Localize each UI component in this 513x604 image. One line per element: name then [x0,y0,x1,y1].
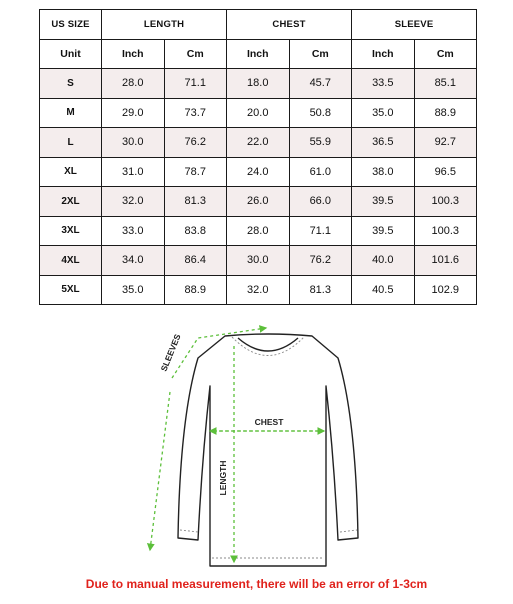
table-row [40,98,477,128]
table-cell: 55.9 [289,128,352,158]
table-cell: 28.0 [102,69,165,99]
size-chart-table [39,9,477,305]
table-cell: 83.8 [164,216,227,246]
table-cell: 35.0 [352,98,415,128]
table-cell: 73.7 [164,98,227,128]
table-cell: 28.0 [227,216,290,246]
long-sleeve-shirt-icon [130,318,380,568]
unit-cell: Unit [40,39,102,69]
table-cell: 20.0 [227,98,290,128]
table-cell: 38.0 [352,157,415,187]
measurement-error-note: Due to manual measurement, there will be an error of 1-3cm [85,577,428,591]
sleeves-label: SLEEVES [158,332,183,373]
unit-cell: Inch [352,39,415,69]
table-cell: 85.1 [414,69,477,99]
table-cell: 39.5 [352,216,415,246]
chest-label: CHEST [254,417,284,427]
header-row [40,10,477,40]
table-cell: 102.9 [414,275,477,305]
size-cell: S [40,69,102,99]
table-cell: 35.0 [102,275,165,305]
table-cell: 66.0 [289,187,352,217]
table-cell: 50.8 [289,98,352,128]
size-cell: 5XL [40,275,102,305]
table-cell: 101.6 [414,246,477,276]
table-cell: 71.1 [164,69,227,99]
table-row [40,69,477,99]
table-cell: 100.3 [414,187,477,217]
unit-cell: Inch [102,39,165,69]
table-cell: 39.5 [352,187,415,217]
table-cell: 76.2 [164,128,227,158]
table-cell: 92.7 [414,128,477,158]
unit-cell: Inch [227,39,290,69]
unit-cell: Cm [289,39,352,69]
header-length: LENGTH [102,10,227,40]
table-cell: 88.9 [414,98,477,128]
table-cell: 33.5 [352,69,415,99]
table-cell: 29.0 [102,98,165,128]
table-cell: 30.0 [102,128,165,158]
size-cell: L [40,128,102,158]
size-cell: XL [40,157,102,187]
table-cell: 32.0 [102,187,165,217]
table-cell: 22.0 [227,128,290,158]
table-cell: 40.5 [352,275,415,305]
table-cell: 61.0 [289,157,352,187]
table-cell: 31.0 [102,157,165,187]
table-cell: 36.5 [352,128,415,158]
table-row [40,216,477,246]
table-row [40,187,477,217]
header-sleeve: SLEEVE [352,10,477,40]
unit-cell: Cm [414,39,477,69]
table-cell: 96.5 [414,157,477,187]
table-cell: 81.3 [289,275,352,305]
size-cell: M [40,98,102,128]
size-cell: 2XL [40,187,102,217]
table-cell: 40.0 [352,246,415,276]
table-row [40,157,477,187]
table-cell: 71.1 [289,216,352,246]
table-cell: 32.0 [227,275,290,305]
table-cell: 78.7 [164,157,227,187]
header-us-size: US SIZE [40,10,102,40]
table-row [40,246,477,276]
table-cell: 100.3 [414,216,477,246]
table-cell: 26.0 [227,187,290,217]
table-cell: 76.2 [289,246,352,276]
table-cell: 45.7 [289,69,352,99]
table-cell: 24.0 [227,157,290,187]
unit-cell: Cm [164,39,227,69]
table-row [40,275,477,305]
size-cell: 4XL [40,246,102,276]
table-cell: 88.9 [164,275,227,305]
table-cell: 81.3 [164,187,227,217]
header-chest: CHEST [227,10,352,40]
length-label: LENGTH [218,460,228,496]
table-cell: 86.4 [164,246,227,276]
size-cell: 3XL [40,216,102,246]
shirt-measurement-diagram [130,318,380,568]
table-row [40,128,477,158]
table-cell: 18.0 [227,69,290,99]
unit-row [40,39,477,69]
table-cell: 34.0 [102,246,165,276]
table-cell: 33.0 [102,216,165,246]
table-cell: 30.0 [227,246,290,276]
